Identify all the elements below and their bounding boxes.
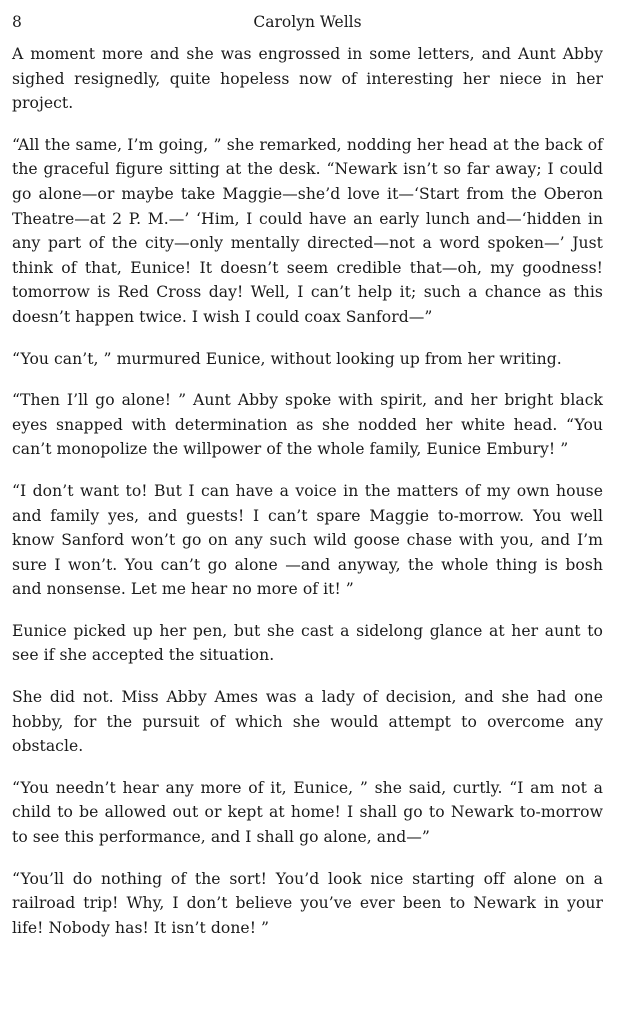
paragraph: “Then I’ll go alone! ” Aunt Abby spoke with spirit, and her bright black eyes snapped with determination as she nodded her white head. “You can’t monopolize the willpower of the whole family, Eunice Embury! ” <box>12 391 603 459</box>
paragraph: A moment more and she was engrossed in some letters, and Aunt Abby sighed resignedly, quite hopeless now of interesting her niece in her project. <box>12 45 603 113</box>
paragraph: “You’ll do nothing of the sort! You’d look nice starting off alone on a railroad trip! Why, I don’t believe you’ve ever been to Newark in your life! Nobody has! It isn’t done! ” <box>12 869 603 937</box>
running-title: Carolyn Wells <box>253 13 362 31</box>
paragraph: She did not. Miss Abby Ames was a lady of decision, and she had one hobby, for the pursuit of which she would attempt to overcome any obstacle. <box>12 688 603 756</box>
paragraph: “I don’t want to! But I can have a voice in the matters of my own house and family yes, and guests! I can’t spare Maggie to-morrow. You well know Sanford won’t go on any such wild goose chase with you, and I’m sure I won’t. You can’t go alone —and anyway, the whole thing is bosh and nonsense. Let me hear no more of it! ” <box>12 481 603 599</box>
paragraph: “You can’t, ” murmured Eunice, without looking up from her writing. <box>12 349 562 368</box>
page-header <box>12 10 603 34</box>
paragraph: “You needn’t hear any more of it, Eunice, ” she said, curtly. “I am not a child to be allowed out or kept at home! I shall go to Newark to-morrow to see this performance, and I shall go alone, and—” <box>12 778 603 847</box>
body-text <box>12 42 603 940</box>
page-number: 8 <box>12 13 22 31</box>
paragraph: Eunice picked up her pen, but she cast a sidelong glance at her aunt to see if she accepted the situation. <box>12 621 603 665</box>
paragraph: “All the same, I’m going, ” she remarked, nodding her head at the back of the graceful figure sitting at the desk. “Newark isn’t so far away; I could go alone—or maybe take Maggie—she’d love it—‘Start from the Oberon Theatre—at 2 P. M.—’ ‘Him, I could have an early lunch and—‘hidden in any part of the city—only mentally directed—not a word spoken—’ Just think of that, Eunice! It doesn’t seem credible that—oh, my goodness! tomorrow is Red Cross day! Well, I can’t help it; such a chance as this doesn’t happen twice. I wish I could coax Sanford—” <box>12 135 603 326</box>
